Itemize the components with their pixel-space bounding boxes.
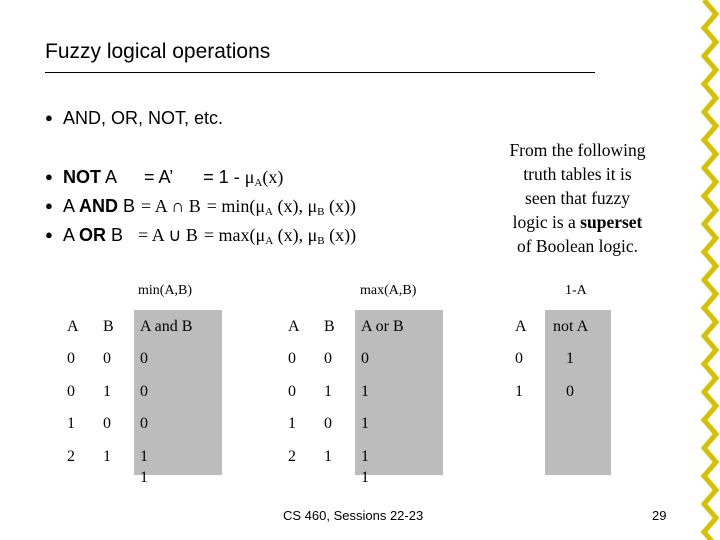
table-cell: 1 xyxy=(67,415,75,432)
table-cell: 1 xyxy=(361,415,369,432)
table-cell: 0 xyxy=(103,415,111,432)
table-cell: 1 xyxy=(140,469,148,486)
table-header: B xyxy=(324,318,335,335)
table-cell: 0 xyxy=(67,350,75,367)
table-cell: 0 xyxy=(67,383,75,400)
table-cell: 1 xyxy=(103,448,111,465)
not-table-caption: 1-A xyxy=(565,283,587,298)
table-cell: 1 xyxy=(140,448,148,465)
table-cell: 2 xyxy=(288,448,296,465)
bullet-dot: ● xyxy=(45,227,53,242)
table-cell: 0 xyxy=(566,383,574,400)
table-cell: 1 xyxy=(288,415,296,432)
page-number: 29 xyxy=(652,508,667,523)
table-cell: 0 xyxy=(140,415,148,432)
min-table-caption: min(A,B) xyxy=(138,283,193,298)
table-cell: 1 xyxy=(324,383,332,400)
table-cell: 0 xyxy=(361,350,369,367)
table-cell: 1 xyxy=(361,448,369,465)
table-header: not A xyxy=(553,318,589,335)
table-cell: 0 xyxy=(288,383,296,400)
table-cell: 2 xyxy=(67,448,75,465)
table-cell: 0 xyxy=(103,350,111,367)
bullet-dot: ● xyxy=(45,198,53,213)
zigzag-border-decoration xyxy=(698,0,720,540)
bullet-dot: ● xyxy=(45,110,53,125)
table-cell: 0 xyxy=(140,350,148,367)
table-header: A and B xyxy=(140,318,193,335)
bullet-and-definition: ● A AND B = A ∩ $B = \min(\mu_A$ (x), $\mu_B$ (x)) xyxy=(45,196,356,218)
table-cell: 1 xyxy=(515,383,523,400)
bullet-dot: ● xyxy=(45,169,53,184)
table-cell: 0 xyxy=(324,350,332,367)
table-cell: 0 xyxy=(324,415,332,432)
title-divider xyxy=(45,72,595,73)
table-header: A xyxy=(67,318,79,335)
table-cell: 1 xyxy=(324,448,332,465)
table-cell: 0 xyxy=(140,383,148,400)
table-header: A xyxy=(515,318,527,335)
footer-course-label: CS 460, Sessions 22-23 xyxy=(283,508,424,523)
table-cell: 1 xyxy=(361,469,369,486)
table-cell: 0 xyxy=(515,350,523,367)
table-cell: 1 xyxy=(361,383,369,400)
bullet-not-definition: ● NOT A = A’ = $1 - \mu_A(x)$ xyxy=(45,167,284,189)
max-table-caption: max(A,B) xyxy=(360,283,417,298)
table-cell: 1 xyxy=(566,350,574,367)
table-cell: 0 xyxy=(288,350,296,367)
bullet-operations: ● AND, OR, NOT, etc. xyxy=(45,108,224,128)
superset-note: From the following truth tables it is seen that fuzzy logic is a superset of Boolean logic. xyxy=(509,140,646,256)
bullet-or-definition: ● A OR B = A ∪ $B = \max(\mu_A$ (x), $\mu_B$ (x)) xyxy=(45,225,357,247)
table-cell: 1 xyxy=(103,383,111,400)
table-header: A xyxy=(288,318,300,335)
table-header: B xyxy=(103,318,114,335)
slide-title: Fuzzy logical operations xyxy=(45,40,271,63)
table-header: A or B xyxy=(361,318,404,335)
